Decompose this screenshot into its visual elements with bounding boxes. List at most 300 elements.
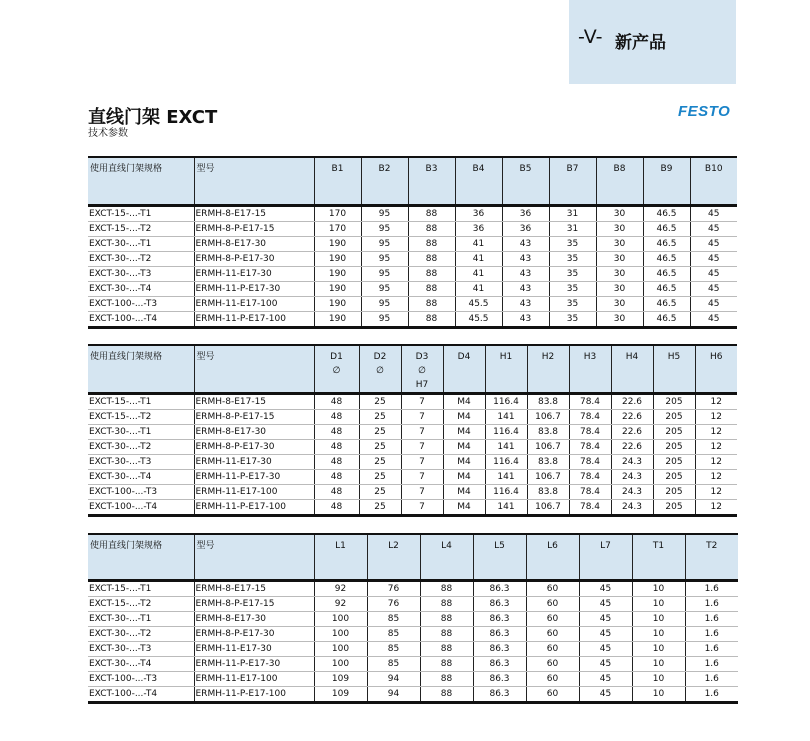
value-cell: 30 xyxy=(596,296,643,311)
value-cell: 60 xyxy=(526,580,579,596)
value-cell: 41 xyxy=(455,266,502,281)
value-cell: 45.5 xyxy=(455,311,502,327)
gantry-size-cell: EXCT-30-...-T4 xyxy=(88,281,194,296)
dimension-table-dh xyxy=(88,344,737,517)
value-cell: 88 xyxy=(420,580,473,596)
value-cell: 109 xyxy=(314,686,367,702)
value-cell: 10 xyxy=(632,671,685,686)
value-cell: 76 xyxy=(367,596,420,611)
column-header: L6 xyxy=(526,534,579,580)
value-cell: 35 xyxy=(549,311,596,327)
value-cell: 25 xyxy=(359,410,401,425)
column-header: D3 ∅ H7 xyxy=(401,345,443,394)
value-cell: 43 xyxy=(502,266,549,281)
table-row xyxy=(88,205,737,221)
value-cell: 45 xyxy=(579,671,632,686)
value-cell: 88 xyxy=(408,281,455,296)
value-cell: 41 xyxy=(455,251,502,266)
model-cell: ERMH-8-E17-30 xyxy=(194,236,314,251)
value-cell: 48 xyxy=(314,500,359,516)
value-cell: 85 xyxy=(367,641,420,656)
column-header: H2 xyxy=(527,345,569,394)
value-cell: 31 xyxy=(549,205,596,221)
value-cell: 36 xyxy=(502,221,549,236)
value-cell: 86.3 xyxy=(473,641,526,656)
value-cell: 95 xyxy=(361,251,408,266)
value-cell: 45 xyxy=(690,311,737,327)
value-cell: 30 xyxy=(596,251,643,266)
value-cell: 100 xyxy=(314,611,367,626)
dimension-table-b xyxy=(88,156,737,329)
value-cell: 12 xyxy=(695,410,737,425)
value-cell: 88 xyxy=(420,626,473,641)
value-cell: 60 xyxy=(526,596,579,611)
value-cell: 36 xyxy=(455,205,502,221)
value-cell: 205 xyxy=(653,485,695,500)
value-cell: 88 xyxy=(420,686,473,702)
value-cell: 86.3 xyxy=(473,686,526,702)
value-cell: 88 xyxy=(408,266,455,281)
value-cell: 85 xyxy=(367,626,420,641)
value-cell: 45 xyxy=(579,611,632,626)
column-header: 使用直线门架规格 xyxy=(88,534,194,580)
model-cell: ERMH-8-P-E17-30 xyxy=(194,440,314,455)
value-cell: 83.8 xyxy=(527,425,569,440)
value-cell: 45 xyxy=(579,641,632,656)
value-cell: 190 xyxy=(314,311,361,327)
model-cell: ERMH-11-E17-30 xyxy=(194,266,314,281)
value-cell: 88 xyxy=(420,641,473,656)
value-cell: 24.3 xyxy=(611,455,653,470)
model-cell: ERMH-8-E17-15 xyxy=(194,580,314,596)
value-cell: 45 xyxy=(579,580,632,596)
value-cell: 88 xyxy=(408,251,455,266)
model-cell: ERMH-11-P-E17-100 xyxy=(194,311,314,327)
value-cell: 30 xyxy=(596,205,643,221)
value-cell: 205 xyxy=(653,440,695,455)
value-cell: 30 xyxy=(596,221,643,236)
value-cell: 7 xyxy=(401,394,443,410)
value-cell: M4 xyxy=(443,485,485,500)
value-cell: 190 xyxy=(314,251,361,266)
value-cell: 1.6 xyxy=(685,686,738,702)
table-row xyxy=(88,296,737,311)
value-cell: 25 xyxy=(359,485,401,500)
value-cell: 88 xyxy=(408,221,455,236)
value-cell: 88 xyxy=(420,671,473,686)
table-row xyxy=(88,671,738,686)
value-cell: 43 xyxy=(502,296,549,311)
value-cell: 78.4 xyxy=(569,470,611,485)
value-cell: 22.6 xyxy=(611,410,653,425)
value-cell: 45 xyxy=(690,296,737,311)
value-cell: 92 xyxy=(314,580,367,596)
value-cell: 46.5 xyxy=(643,205,690,221)
value-cell: 10 xyxy=(632,611,685,626)
gantry-size-cell: EXCT-30-...-T1 xyxy=(88,611,194,626)
value-cell: 41 xyxy=(455,236,502,251)
value-cell: 48 xyxy=(314,394,359,410)
value-cell: 45 xyxy=(579,686,632,702)
table-row xyxy=(88,236,737,251)
column-header: 型号 xyxy=(194,534,314,580)
value-cell: 48 xyxy=(314,455,359,470)
value-cell: 30 xyxy=(596,266,643,281)
column-header: 型号 xyxy=(194,345,314,394)
value-cell: 205 xyxy=(653,470,695,485)
model-cell: ERMH-11-P-E17-100 xyxy=(194,686,314,702)
value-cell: 46.5 xyxy=(643,236,690,251)
table-row xyxy=(88,410,737,425)
column-header: B1 xyxy=(314,157,361,205)
value-cell: 83.8 xyxy=(527,485,569,500)
value-cell: 43 xyxy=(502,281,549,296)
column-header: B4 xyxy=(455,157,502,205)
value-cell: 116.4 xyxy=(485,485,527,500)
value-cell: 25 xyxy=(359,470,401,485)
value-cell: 60 xyxy=(526,671,579,686)
value-cell: 78.4 xyxy=(569,485,611,500)
value-cell: 94 xyxy=(367,671,420,686)
gantry-size-cell: EXCT-15-...-T2 xyxy=(88,596,194,611)
section-symbol: -V- xyxy=(578,26,603,48)
value-cell: 10 xyxy=(632,626,685,641)
value-cell: 1.6 xyxy=(685,611,738,626)
table-row xyxy=(88,221,737,236)
value-cell: 35 xyxy=(549,251,596,266)
column-header: B2 xyxy=(361,157,408,205)
gantry-size-cell: EXCT-15-...-T1 xyxy=(88,205,194,221)
value-cell: 45 xyxy=(579,596,632,611)
table-row xyxy=(88,611,738,626)
value-cell: 78.4 xyxy=(569,425,611,440)
table-row xyxy=(88,425,737,440)
value-cell: 106.7 xyxy=(527,410,569,425)
value-cell: 43 xyxy=(502,311,549,327)
value-cell: 10 xyxy=(632,641,685,656)
value-cell: 106.7 xyxy=(527,500,569,516)
value-cell: 10 xyxy=(632,596,685,611)
value-cell: 205 xyxy=(653,425,695,440)
value-cell: 25 xyxy=(359,425,401,440)
gantry-size-cell: EXCT-30-...-T4 xyxy=(88,656,194,671)
value-cell: 46.5 xyxy=(643,281,690,296)
value-cell: 36 xyxy=(455,221,502,236)
value-cell: 12 xyxy=(695,485,737,500)
value-cell: 78.4 xyxy=(569,440,611,455)
value-cell: 94 xyxy=(367,686,420,702)
value-cell: 60 xyxy=(526,686,579,702)
column-header: H1 xyxy=(485,345,527,394)
value-cell: 7 xyxy=(401,410,443,425)
model-cell: ERMH-11-P-E17-30 xyxy=(194,281,314,296)
value-cell: M4 xyxy=(443,500,485,516)
value-cell: 95 xyxy=(361,236,408,251)
value-cell: 45 xyxy=(690,221,737,236)
value-cell: 116.4 xyxy=(485,394,527,410)
value-cell: 88 xyxy=(408,311,455,327)
value-cell: 25 xyxy=(359,455,401,470)
gantry-size-cell: EXCT-30-...-T2 xyxy=(88,440,194,455)
value-cell: 190 xyxy=(314,236,361,251)
page-title: 直线门架 EXCT xyxy=(88,107,218,128)
value-cell: 45 xyxy=(690,251,737,266)
value-cell: 10 xyxy=(632,656,685,671)
gantry-size-cell: EXCT-100-...-T3 xyxy=(88,485,194,500)
value-cell: 116.4 xyxy=(485,425,527,440)
value-cell: 25 xyxy=(359,500,401,516)
column-header: H5 xyxy=(653,345,695,394)
value-cell: 92 xyxy=(314,596,367,611)
column-header: D4 xyxy=(443,345,485,394)
value-cell: 43 xyxy=(502,251,549,266)
value-cell: 43 xyxy=(502,236,549,251)
value-cell: 45 xyxy=(690,205,737,221)
value-cell: 35 xyxy=(549,236,596,251)
value-cell: 45 xyxy=(690,236,737,251)
gantry-size-cell: EXCT-30-...-T3 xyxy=(88,266,194,281)
value-cell: 109 xyxy=(314,671,367,686)
column-header: H4 xyxy=(611,345,653,394)
value-cell: 30 xyxy=(596,311,643,327)
value-cell: 86.3 xyxy=(473,626,526,641)
value-cell: 95 xyxy=(361,221,408,236)
column-header: L1 xyxy=(314,534,367,580)
column-header: D2 ∅ xyxy=(359,345,401,394)
gantry-size-cell: EXCT-30-...-T3 xyxy=(88,455,194,470)
dimension-table-lt xyxy=(88,533,738,704)
festo-logo: FESTO xyxy=(678,103,731,120)
value-cell: 46.5 xyxy=(643,266,690,281)
value-cell: 190 xyxy=(314,281,361,296)
value-cell: 83.8 xyxy=(527,455,569,470)
model-cell: ERMH-11-E17-30 xyxy=(194,641,314,656)
column-header: H6 xyxy=(710,352,723,362)
value-cell: 25 xyxy=(359,394,401,410)
value-cell: 35 xyxy=(549,296,596,311)
value-cell: 141 xyxy=(485,470,527,485)
column-header: B10 xyxy=(704,164,723,174)
column-header: T2 xyxy=(706,541,718,551)
value-cell: 12 xyxy=(695,425,737,440)
table-row xyxy=(88,485,737,500)
gantry-size-cell: EXCT-15-...-T1 xyxy=(88,580,194,596)
value-cell: 24.3 xyxy=(611,485,653,500)
value-cell: M4 xyxy=(443,470,485,485)
value-cell: 95 xyxy=(361,311,408,327)
table-row xyxy=(88,656,738,671)
value-cell: 86.3 xyxy=(473,671,526,686)
value-cell: 85 xyxy=(367,656,420,671)
gantry-size-cell: EXCT-100-...-T4 xyxy=(88,500,194,516)
value-cell: 86.3 xyxy=(473,611,526,626)
value-cell: 78.4 xyxy=(569,394,611,410)
model-cell: ERMH-8-E17-30 xyxy=(194,611,314,626)
section-label: 新产品 xyxy=(615,33,666,53)
gantry-size-cell: EXCT-100-...-T3 xyxy=(88,671,194,686)
value-cell: M4 xyxy=(443,394,485,410)
value-cell: 46.5 xyxy=(643,311,690,327)
table-row xyxy=(88,266,737,281)
value-cell: 88 xyxy=(420,656,473,671)
value-cell: 36 xyxy=(502,205,549,221)
value-cell: 45.5 xyxy=(455,296,502,311)
value-cell: M4 xyxy=(443,440,485,455)
value-cell: 7 xyxy=(401,485,443,500)
column-header: 使用直线门架规格 xyxy=(88,157,194,205)
value-cell: 22.6 xyxy=(611,394,653,410)
model-cell: ERMH-8-P-E17-15 xyxy=(194,221,314,236)
value-cell: 48 xyxy=(314,485,359,500)
gantry-size-cell: EXCT-15-...-T2 xyxy=(88,410,194,425)
column-header: H3 xyxy=(569,345,611,394)
gantry-size-cell: EXCT-30-...-T4 xyxy=(88,470,194,485)
value-cell: 85 xyxy=(367,611,420,626)
table-row xyxy=(88,596,738,611)
value-cell: 60 xyxy=(526,641,579,656)
value-cell: 30 xyxy=(596,236,643,251)
value-cell: 88 xyxy=(420,611,473,626)
value-cell: 106.7 xyxy=(527,470,569,485)
column-header: L2 xyxy=(367,534,420,580)
page-subtitle: 技术参数 xyxy=(88,128,128,139)
value-cell: 7 xyxy=(401,455,443,470)
gantry-size-cell: EXCT-30-...-T1 xyxy=(88,425,194,440)
value-cell: 12 xyxy=(695,440,737,455)
value-cell: 88 xyxy=(420,596,473,611)
value-cell: 1.6 xyxy=(685,671,738,686)
value-cell: 1.6 xyxy=(685,626,738,641)
value-cell: 60 xyxy=(526,626,579,641)
value-cell: 205 xyxy=(653,455,695,470)
value-cell: 1.6 xyxy=(685,580,738,596)
model-cell: ERMH-11-P-E17-30 xyxy=(194,470,314,485)
value-cell: 60 xyxy=(526,611,579,626)
table-row xyxy=(88,500,737,516)
value-cell: 10 xyxy=(632,580,685,596)
value-cell: 12 xyxy=(695,470,737,485)
value-cell: 22.6 xyxy=(611,440,653,455)
model-cell: ERMH-11-P-E17-30 xyxy=(194,656,314,671)
value-cell: M4 xyxy=(443,455,485,470)
value-cell: 46.5 xyxy=(643,251,690,266)
gantry-size-cell: EXCT-30-...-T2 xyxy=(88,626,194,641)
value-cell: 78.4 xyxy=(569,500,611,516)
value-cell: 141 xyxy=(485,410,527,425)
value-cell: 1.6 xyxy=(685,641,738,656)
table-row xyxy=(88,626,738,641)
value-cell: 31 xyxy=(549,221,596,236)
model-cell: ERMH-8-P-E17-15 xyxy=(194,410,314,425)
value-cell: 35 xyxy=(549,266,596,281)
model-cell: ERMH-11-E17-30 xyxy=(194,455,314,470)
value-cell: 95 xyxy=(361,281,408,296)
column-header: L7 xyxy=(579,534,632,580)
model-cell: ERMH-11-E17-100 xyxy=(194,485,314,500)
gantry-size-cell: EXCT-15-...-T2 xyxy=(88,221,194,236)
value-cell: 205 xyxy=(653,410,695,425)
model-cell: ERMH-11-E17-100 xyxy=(194,671,314,686)
value-cell: 86.3 xyxy=(473,596,526,611)
value-cell: 141 xyxy=(485,440,527,455)
value-cell: 170 xyxy=(314,221,361,236)
column-header: B9 xyxy=(643,157,690,205)
value-cell: 7 xyxy=(401,500,443,516)
gantry-size-cell: EXCT-30-...-T3 xyxy=(88,641,194,656)
gantry-size-cell: EXCT-100-...-T4 xyxy=(88,311,194,327)
value-cell: 95 xyxy=(361,205,408,221)
value-cell: 60 xyxy=(526,656,579,671)
value-cell: 22.6 xyxy=(611,425,653,440)
value-cell: 48 xyxy=(314,410,359,425)
value-cell: 1.6 xyxy=(685,596,738,611)
model-cell: ERMH-8-P-E17-15 xyxy=(194,596,314,611)
model-cell: ERMH-8-E17-15 xyxy=(194,205,314,221)
value-cell: 45 xyxy=(579,626,632,641)
value-cell: 24.3 xyxy=(611,470,653,485)
value-cell: 100 xyxy=(314,626,367,641)
value-cell: 7 xyxy=(401,425,443,440)
value-cell: 205 xyxy=(653,394,695,410)
value-cell: 48 xyxy=(314,425,359,440)
value-cell: 45 xyxy=(579,656,632,671)
column-header: T1 xyxy=(632,534,685,580)
column-header: B7 xyxy=(549,157,596,205)
table-row xyxy=(88,470,737,485)
value-cell: 48 xyxy=(314,440,359,455)
value-cell: M4 xyxy=(443,410,485,425)
value-cell: 88 xyxy=(408,236,455,251)
value-cell: 88 xyxy=(408,296,455,311)
value-cell: 100 xyxy=(314,641,367,656)
value-cell: 7 xyxy=(401,470,443,485)
table-row xyxy=(88,641,738,656)
model-cell: ERMH-8-E17-30 xyxy=(194,425,314,440)
value-cell: 12 xyxy=(695,500,737,516)
value-cell: 46.5 xyxy=(643,221,690,236)
value-cell: 10 xyxy=(632,686,685,702)
value-cell: 24.3 xyxy=(611,500,653,516)
table-row xyxy=(88,311,737,327)
model-cell: ERMH-8-P-E17-30 xyxy=(194,251,314,266)
value-cell: M4 xyxy=(443,425,485,440)
value-cell: 190 xyxy=(314,266,361,281)
value-cell: 25 xyxy=(359,440,401,455)
value-cell: 86.3 xyxy=(473,580,526,596)
value-cell: 12 xyxy=(695,394,737,410)
column-header: 型号 xyxy=(194,157,314,205)
column-header: 使用直线门架规格 xyxy=(88,345,194,394)
column-header: D1 ∅ xyxy=(314,345,359,394)
value-cell: 95 xyxy=(361,296,408,311)
value-cell: 86.3 xyxy=(473,656,526,671)
value-cell: 1.6 xyxy=(685,656,738,671)
value-cell: 100 xyxy=(314,656,367,671)
value-cell: 46.5 xyxy=(643,296,690,311)
table-row xyxy=(88,686,738,702)
value-cell: 41 xyxy=(455,281,502,296)
column-header: L5 xyxy=(473,534,526,580)
model-cell: ERMH-11-E17-100 xyxy=(194,296,314,311)
table-row xyxy=(88,251,737,266)
value-cell: 190 xyxy=(314,296,361,311)
value-cell: 45 xyxy=(690,281,737,296)
value-cell: 116.4 xyxy=(485,455,527,470)
gantry-size-cell: EXCT-15-...-T1 xyxy=(88,394,194,410)
value-cell: 170 xyxy=(314,205,361,221)
table-row xyxy=(88,440,737,455)
value-cell: 106.7 xyxy=(527,440,569,455)
